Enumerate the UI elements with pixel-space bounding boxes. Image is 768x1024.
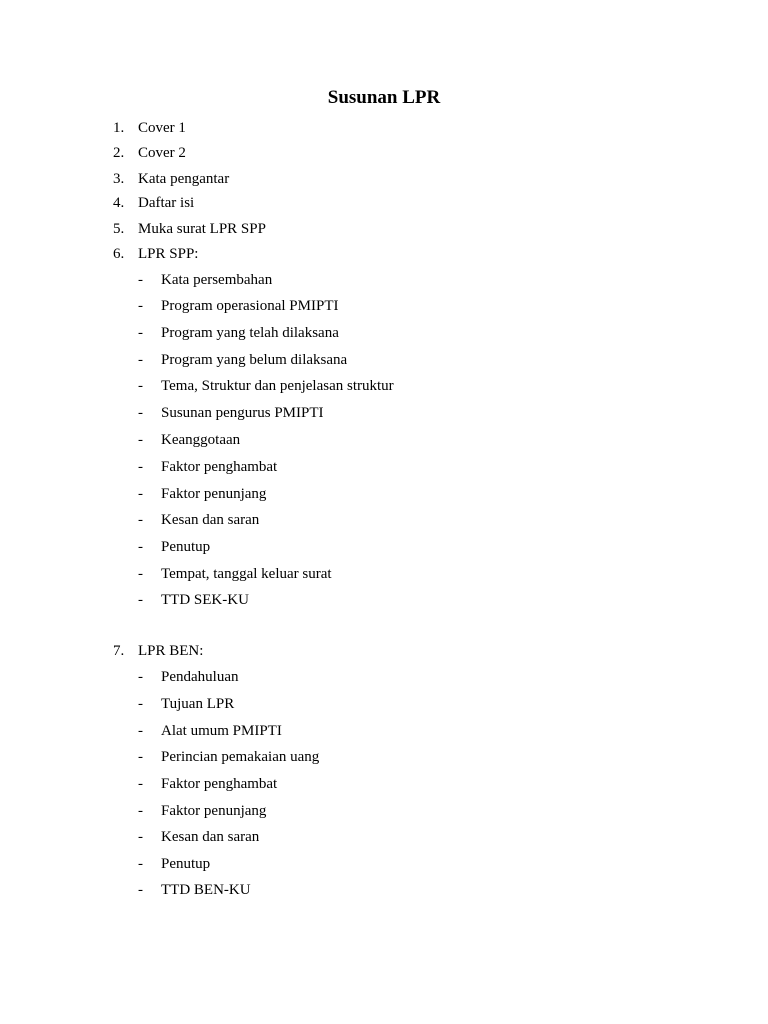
list-number: 2. (113, 145, 125, 161)
bullet-dash: - (138, 486, 143, 502)
list-item-label: LPR SPP: (138, 246, 199, 262)
bullet-dash: - (138, 669, 143, 685)
list-number: 7. (113, 643, 125, 659)
sub-list-item-label: TTD BEN-KU (161, 882, 251, 898)
sub-list-item-label: Tujuan LPR (161, 696, 235, 712)
sub-list-item-label: Penutup (161, 856, 211, 872)
bullet-dash: - (138, 592, 143, 608)
sub-list-item-label: Kesan dan saran (161, 512, 260, 528)
sub-list-item-label: Pendahuluan (161, 669, 239, 685)
bullet-dash: - (138, 882, 143, 898)
bullet-dash: - (138, 749, 143, 765)
list-number: 6. (113, 246, 125, 262)
bullet-dash: - (138, 459, 143, 475)
sub-list-item-label: TTD SEK-KU (161, 592, 249, 608)
bullet-dash: - (138, 723, 143, 739)
bullet-dash: - (138, 512, 143, 528)
bullet-dash: - (138, 856, 143, 872)
list-number: 5. (113, 221, 125, 237)
sub-list-item-label: Faktor penunjang (161, 803, 267, 819)
sub-list-item-label: Alat umum PMIPTI (161, 723, 282, 739)
bullet-dash: - (138, 272, 143, 288)
page-title: Susunan LPR (327, 87, 441, 108)
sub-list-item-label: Program yang belum dilaksana (161, 352, 348, 368)
sub-list-item-label: Program operasional PMIPTI (161, 298, 339, 314)
bullet-dash: - (138, 803, 143, 819)
bullet-dash: - (138, 829, 143, 845)
list-number: 3. (113, 171, 125, 187)
sub-list-item-label: Program yang telah dilaksana (161, 325, 339, 341)
sub-list-item-label: Faktor penghambat (161, 776, 278, 792)
bullet-dash: - (138, 539, 143, 555)
list-item-label: Kata pengantar (138, 171, 230, 187)
bullet-dash: - (138, 352, 143, 368)
list-item-label: Cover 1 (138, 120, 186, 136)
bullet-dash: - (138, 566, 143, 582)
sub-list-item-label: Keanggotaan (161, 432, 241, 448)
list-item-label: Daftar isi (138, 195, 195, 211)
sub-list-item-label: Faktor penghambat (161, 459, 278, 475)
sub-list-item-label: Perincian pemakaian uang (161, 749, 320, 765)
sub-list-item-label: Penutup (161, 539, 211, 555)
bullet-dash: - (138, 776, 143, 792)
bullet-dash: - (138, 298, 143, 314)
bullet-dash: - (138, 432, 143, 448)
sub-list-item-label: Faktor penunjang (161, 486, 267, 502)
list-item-label: LPR BEN: (138, 643, 204, 659)
list-number: 1. (113, 120, 125, 136)
bullet-dash: - (138, 325, 143, 341)
sub-list-item-label: Kesan dan saran (161, 829, 260, 845)
list-item-label: Cover 2 (138, 145, 186, 161)
bullet-dash: - (138, 405, 143, 421)
bullet-dash: - (138, 378, 143, 394)
sub-list-item-label: Tema, Struktur dan penjelasan struktur (161, 378, 394, 394)
bullet-dash: - (138, 696, 143, 712)
list-number: 4. (113, 195, 125, 211)
sub-list-item-label: Susunan pengurus PMIPTI (161, 405, 324, 421)
sub-list-item-label: Tempat, tanggal keluar surat (161, 566, 332, 582)
sub-list-item-label: Kata persembahan (161, 272, 273, 288)
list-item-label: Muka surat LPR SPP (138, 221, 266, 237)
